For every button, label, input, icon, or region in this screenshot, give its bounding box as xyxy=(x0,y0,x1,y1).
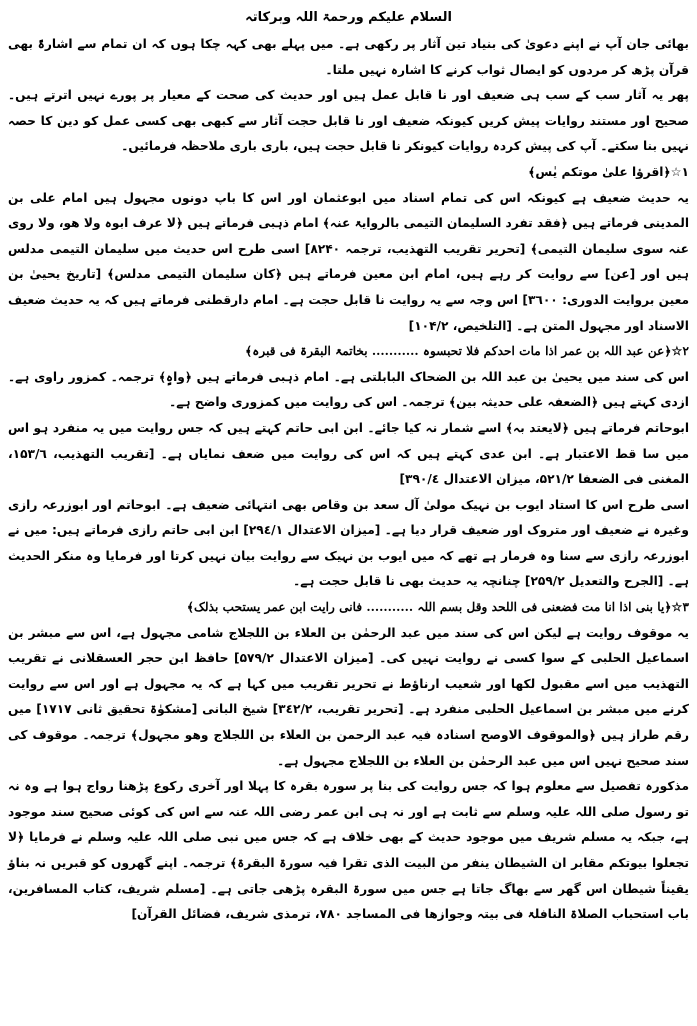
conclusion-paragraph: مذکورہ تفصیل سے معلوم ہوا کہ جس روایت کی بنا پر سورہ بقرہ کا پہلا اور آخری رکوع پڑھنا رواج ہوا ہے وہ نہ تو رسول صلی اللہ علیہ وسلم سے ثابت ہے اور نہ ہی ابن عمر رضی اللہ عنہ سے اس کی کوئی صحیح سند موجود ہے، جبکہ یہ مسلم شریف میں موجود حدیث کے بھی خلاف ہے کہ جس میں نبی صلی اللہ علیہ وسلم نے فرمایا ﴿لا تجعلوا بیوتکم مقابر ان الشیطان ینفر من البیت الذی تقرا فیہ سورۃ البقرۃ﴾ ترجمہ۔ اپنے گھروں کو قبریں نہ بناؤ یقیناً شیطان اس گھر سے بھاگ جاتا ہے جس میں سورۃ البقرہ پڑھی جاتی ہے۔ [مسلم شریف، کتاب المسافرین، باب استحباب الصلاۃ النافلۃ فی بیتہ وجوازھا فی المساجد ۷۸۰، ترمذی شریف، فضائل القرآن] xyxy=(8,779,689,922)
narration-heading-2: ۲☆﴿عن عبد اللہ بن عمر اذا مات احدکم فلا تحبسوہ ........... بخاتمۃ البقرۃ فی قبرہ﴾ xyxy=(245,344,689,359)
narration-analysis-2a: اس کی سند میں یحییٰ بن عبد اللہ بن الضحاک البابلتی ہے۔ امام ذہبی فرماتے ہیں ﴿واہٍ﴾ ترجمہ۔ کمزور راوی ہے۔ ازدی کہتے ہیں ﴿الضعفہ علی حدیثہ بین﴾ ترجمہ۔ اس کی روایت میں کمزوری واضح ہے۔ xyxy=(8,369,689,410)
narration-heading-1: ۱☆﴿اقرؤا علیٰ موتکم یٰس﴾ xyxy=(528,164,689,179)
claim-paragraph: پھر یہ آثار سب کے سب ہی ضعیف اور نا قابل عمل ہیں اور حدیث کی صحت کے معیار پر پورے نہیں اترتے ہیں۔ صحیح اور مستند روایات پیش کریں کیونکہ ضعیف اور نا قابل حجت آثار سے کبھی بھی کسی عمل کو دین کا حصہ نہیں بنا سکتے۔ آپ کی پیش کردہ روایات کیونکر نا قابل حجت ہیں، باری باری ملاحظہ فرمائیں۔ xyxy=(8,88,689,154)
narration-heading-3: ۳☆﴿یا بنی اذا انا مت فضعنی فی اللحد وقل بسم اللہ ........... فانی رایت ابن عمر یستحب بذلک﴾ xyxy=(186,600,689,615)
narration-analysis-1: یہ حدیث ضعیف ہے کیونکہ اس کی تمام اسناد میں ابوعثمان اور اس کا باپ دونوں مجہول ہیں امام علی بن المدینی فرماتے ہیں ﴿فقد تفرد السلیمان التیمی بالروایۃ عنہ﴾ امام ذہبی فرماتے ہیں ﴿لا عرف ابوہ ولا ھو، ولا روی عنہ سوی سلیمان التیمی﴾ [تحریر تقریب التھذیب، ترجمہ ۸۲۴۰] اسی طرح اس حدیث میں سلیمان التیمی مدلس ہیں اور [عن] سے روایت کر رہے ہیں، امام ابن معین فرماتے ہیں ﴿کان سلیمان التیمی مدلس﴾ [تاریخ یحییٰ بن معین بروایت الدوری: ٣٦٠٠] اس وجہ سے یہ روایت نا قابل حجت ہے۔ امام دارقطنی فرماتے ہیں کہ یہ حدیث ضعیف الاسناد اور مجہول المتن ہے۔ [التلخیص، ۱۰۴/۲] xyxy=(8,190,690,333)
greeting-title: السلام علیکم ورحمۃ اللہ وبرکاتہ xyxy=(245,10,452,25)
narration-analysis-3: یہ موقوف روایت ہے لیکن اس کی سند میں عبد الرحمٰن بن العلاء بن اللجلاج شامی مجہول ہے، اس سے مبشر بن اسماعیل الحلبی کے سوا کسی نے روایت نہیں کی۔ [میزان الاعتدال ۵۷۹/۲] حافظ ابن حجر العسقلانی نے تقریب التھذیب میں اسے مقبول لکھا اور شعیب ارناؤط نے تحریر تقریب میں کہا ہے کہ یہ مجہول ہے اور اس سے روایت کرنے میں مبشر بن اسماعیل الحلبی منفرد ہے۔ [تحریر تقریب، ۳٤۲/۲] شیخ البانی [مشکوٰۃ تحقیق ثانی ۱۷۱۷] میں رقم طراز ہیں ﴿والموقوف الاوصح اسنادہ فیہ عبد الرحمن بن العلاء بن اللجلاج وھو مجہول﴾ ترجمہ۔ موقوف کی سند صحیح نہیں اس میں عبد الرحمٰن بن العلاء بن اللجلاج مجہول ہے۔ xyxy=(8,625,689,768)
narration-analysis-2b: ابوحاتم فرماتے ہیں ﴿لایعتد بہ﴾ اسے شمار نہ کیا جائے۔ ابن ابی حاتم کہتے ہیں کہ جس روایت میں یہ منفرد ہو اس میں سا قط الاعتبار ہے۔ ابن عدی کہتے ہیں کہ اس کی روایت میں ضعف نمایاں ہے۔ [تقریب التھذیب، ۱۵۳/٦، المغنی فی الضعفا ۵۲۱/۲، میزان الاعتدال ۳۹۰/٤] xyxy=(8,420,689,487)
narration-analysis-2c: اسی طرح اس کا استاد ایوب بن نہیک مولیٰ آل سعد بن وقاص بھی انتہائی ضعیف ہے۔ ابوحاتم اور ابوزرعہ رازی وغیرہ نے ضعیف اور متروک اور ضعیف قرار دیا ہے۔ [میزان الاعتدال ۲۹٤/۱] ابن ابی حاتم رازی فرماتے ہیں: میں نے ابوزرعہ رازی سے سنا وہ فرمار ہے تھے کہ میں ایوب بن نہیک سے روایت بیان نہیں کرتا اور فرمایا وہ منکر الحدیث ہے۔ [الجرح والتعدیل ۲۵۹/۲] چنانچہ یہ حدیث بھی نا قابل حجت ہے۔ xyxy=(8,497,689,589)
document-body xyxy=(8,32,689,928)
intro-paragraph: بھائی جان آپ نے اپنے دعویٰ کی بنیاد تین آثار پر رکھی ہے۔ میں پہلے بھی کہہ چکا ہوں کہ ان تمام سے اشارۃً بھی قرآن پڑھ کر مردوں کو ایصال ثواب کرنے کا اشارہ نہیں ملتا۔ xyxy=(8,37,689,77)
